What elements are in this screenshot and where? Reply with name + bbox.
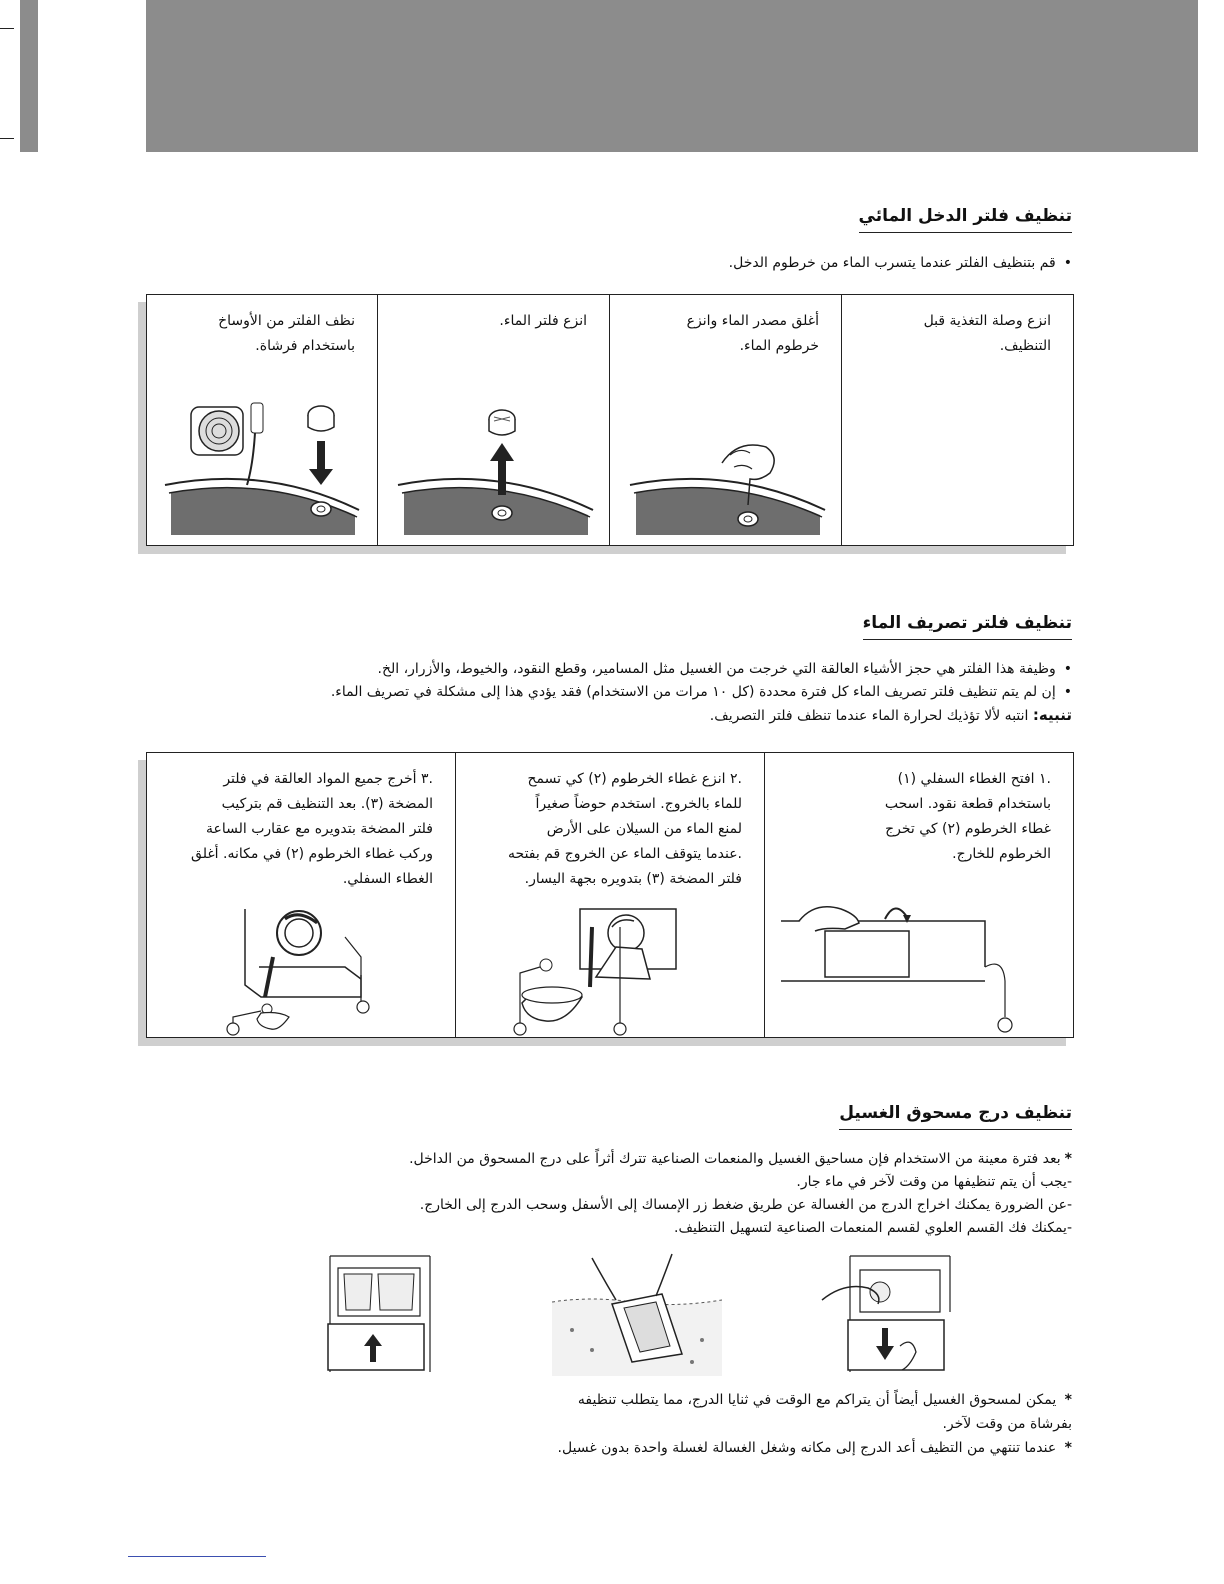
detergent-intro [142, 1148, 1072, 1240]
detergent-note-1-text: يمكن لمسحوق الغسيل أيضاً أن يتراكم مع الوقت في ثنايا الدرج، مما يتطلب تنظيفه [577, 1392, 1057, 1408]
side-tab-bar [20, 0, 38, 152]
inlet-step-1-text: انزع وصلة التغذية قبل التنظيف. [923, 313, 1051, 354]
footer-rule [128, 1556, 266, 1557]
detergent-intro-line [142, 1148, 1072, 1171]
caution-label: تنبيه: [1032, 706, 1072, 724]
header-band [146, 0, 1198, 152]
close-tap-illustration [610, 385, 842, 545]
detergent-dash-3: -يمكنك فك القسم العلوي لقسم المنعمات الصناعية لتسهيل التنظيف. [674, 1220, 1072, 1236]
crop-mark-top [0, 28, 14, 29]
drain-filter-intro [142, 658, 1072, 728]
star-mark: * [1064, 1440, 1072, 1456]
remove-drawer-illustration [820, 1252, 956, 1376]
inlet-step-3-text: انزع فلتر الماء. [499, 313, 587, 329]
inlet-step-3 [377, 295, 609, 545]
detergent-drawer-title: تنظيف درج مسحوق الغسيل [839, 1103, 1072, 1130]
refit-filter-illustration [149, 897, 455, 1037]
rinse-drawer-illustration [552, 1250, 722, 1376]
drain-step-1-text: .١ افتح الغطاء السفلي (١) باستخدام قطعة نقود. اسحب غطاء الخرطوم (٢) كي تخرج الخرطوم للخارج. [884, 771, 1051, 862]
drain-bullet-1: • وظيفة هذا الفلتر هي حجز الأشياء العالقة التي خرجت من الغسيل مثل المسامير، وقطع النقود، والخيوط، والأزرار، الخ. [142, 658, 1072, 681]
drain-step-3 [149, 753, 455, 1037]
inlet-step-2-text: أغلق مصدر الماء وانزع خرطوم الماء. [686, 313, 819, 354]
inlet-bullet: • قم بتنظيف الفلتر عندما يتسرب الماء من خرطوم الدخل. [142, 252, 1072, 275]
detergent-note-1 [172, 1388, 1072, 1412]
drain-step-1 [764, 753, 1073, 1037]
star-mark: * [1064, 1392, 1072, 1408]
detergent-dash-2: -عن الضرورة يمكنك اخراج الدرج من الغسالة عن طريق ضغط زر الإمساك إلى الأسفل وسحب الدرج إلى الخارج. [419, 1197, 1072, 1213]
drain-step-2-text: .٢ انزع غطاء الخرطوم (٢) كي تسمح للماء بالخروج. استخدم حوضاً صغيراً لمنع الماء من السيلان على الأرض .عندما يتوقف الماء عن الخروج قم بفتحه فلتر المضخة (٣) بتدويره بجهة اليسار. [508, 771, 742, 887]
inlet-step-1 [841, 295, 1073, 545]
crop-mark-bottom [0, 138, 14, 139]
detergent-intro-text: بعد فترة معينة من الاستخدام فإن مساحيق الغسيل والمنعمات الصناعية تترك أثراً على درج المسحوق من الداخل. [409, 1151, 1061, 1167]
inlet-step-2 [609, 295, 841, 545]
detergent-note-2 [172, 1436, 1072, 1460]
drain-hose-illustration [456, 897, 765, 1037]
open-cover-illustration [765, 897, 1074, 1037]
remove-filter-illustration [378, 385, 610, 545]
inlet-steps-table [146, 294, 1074, 546]
brush-filter-illustration [147, 385, 377, 545]
inlet-filter-title: تنظيف فلتر الدخل المائي [859, 206, 1072, 233]
star-mark: * [1064, 1151, 1072, 1167]
drain-caution [142, 704, 1072, 728]
drain-step-3-text: .٣ أخرج جميع المواد العالقة في فلتر المضخة (٣). بعد التنظيف قم بتركيب فلتر المضخة بتدويره مع عقارب الساعة وركب غطاء الخرطوم (٢) في مكانه. أغلق الغطاء السفلي. [191, 771, 433, 887]
insert-drawer-illustration [320, 1252, 440, 1376]
drain-steps-table [146, 752, 1074, 1038]
drain-bullet-2: • إن لم يتم تنظيف فلتر تصريف الماء كل فترة محددة (كل ١٠ مرات من الاستخدام) فقد يؤدي هذا إلى مشكلة في تصريف الماء. [142, 681, 1072, 704]
caution-text: انتبه لألا تؤذيك لحرارة الماء عندما تنظف فلتر التصريف. [709, 708, 1029, 724]
detergent-note-1-cont: بفرشاة من وقت لآخر. [942, 1416, 1072, 1432]
drain-filter-title: تنظيف فلتر تصريف الماء [863, 613, 1072, 640]
inlet-filter-intro [142, 252, 1072, 275]
drain-step-2 [455, 753, 764, 1037]
detergent-dash-1: -يجب أن يتم تنظيفها من وقت لآخر في ماء جار. [796, 1174, 1072, 1190]
inlet-step-4 [147, 295, 377, 545]
inlet-step-4-text: نظف الفلتر من الأوساخ باستخدام فرشاة. [218, 313, 355, 354]
detergent-note-2-text: عندما تنتهي من التظيف أعد الدرج إلى مكانه وشغل الغسالة لغسلة واحدة بدون غسيل. [557, 1440, 1057, 1456]
detergent-notes [172, 1388, 1072, 1460]
